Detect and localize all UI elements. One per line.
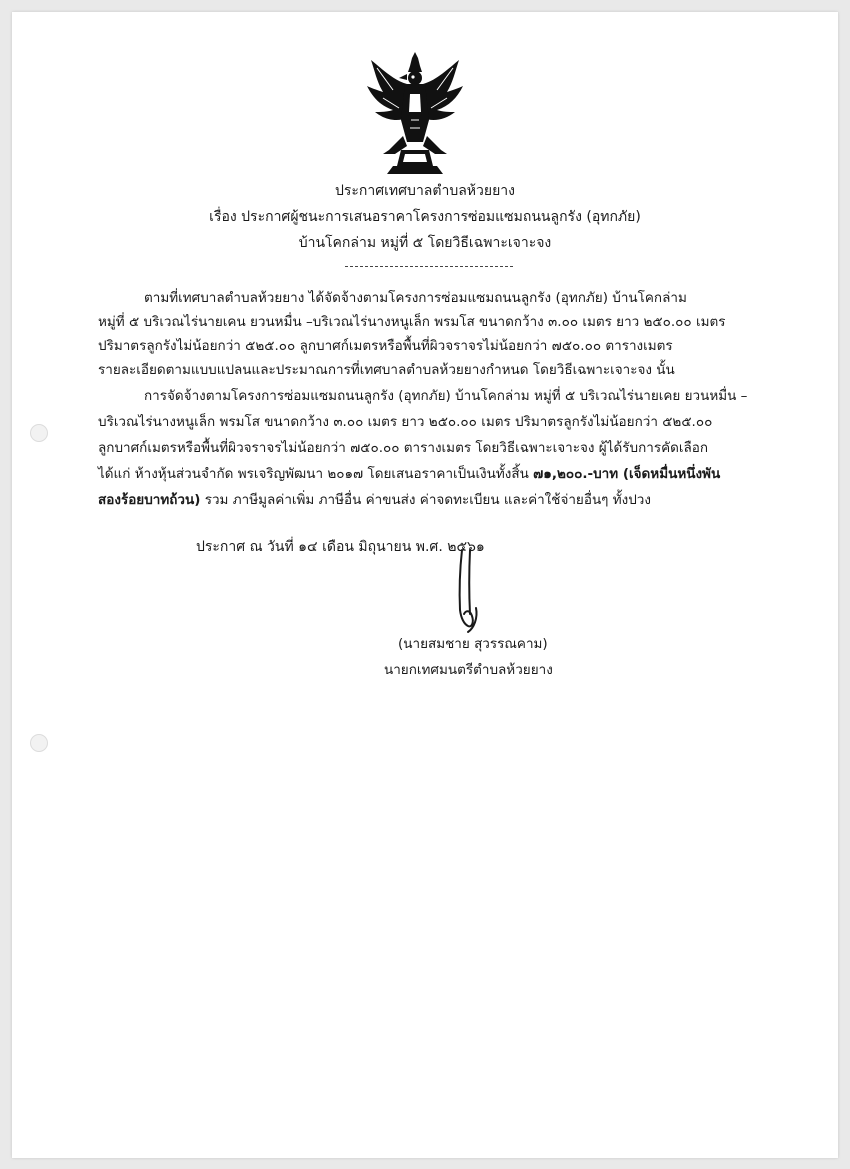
punch-hole (30, 424, 48, 442)
body-text: รวม ภาษีมูลค่าเพิ่ม ภาษีอื่น ค่าขนส่ง ค่าจดทะเบียน และค่าใช้จ่ายอื่นๆ ทั้งปวง (200, 492, 651, 508)
announce-date: ประกาศ ณ วันที่ ๑๔ เดือน มิถุนายน พ.ศ. ๒๕๖๑ (196, 539, 485, 555)
body-line: บริเวณไร่นางหนูเล็ก พรมโส ขนาดกว้าง ๓.๐๐ เมตร ยาว ๒๕๐.๐๐ เมตร ปริมาตรลูกรังไม่น้อยกว่า ๕๒๕.๐๐ (98, 414, 713, 430)
announcement-subject: เรื่อง ประกาศผู้ชนะการเสนอราคาโครงการซ่อมแซมถนนลูกรัง (อุทกภัย) (209, 209, 641, 225)
body-line: ลูกบาศก์เมตรหรือพื้นที่ผิวจราจรไม่น้อยกว่า ๗๕๐.๐๐ ตารางเมตร โดยวิธีเฉพาะเจาะจง ผู้ได้รับการคัดเลือก (98, 440, 709, 456)
body-line (98, 462, 720, 484)
garuda-emblem (363, 50, 467, 176)
contract-amount: ๗๑,๒๐๐.-บาท (เจ็ดหมื่นหนึ่งพัน (533, 466, 721, 482)
signatory-position: นายกเทศมนตรีตำบลห้วยยาง (384, 662, 553, 678)
body-line: การจัดจ้างตามโครงการซ่อมแซมถนนลูกรัง (อุทกภัย) บ้านโคกล่าม หมู่ที่ ๕ บริเวณไร่นายเคย ยวนหมื่น – (144, 388, 748, 404)
contract-amount-words: สองร้อยบาทถ้วน) (98, 492, 201, 508)
announcement-subject-cont: บ้านโคกล่าม หมู่ที่ ๕ โดยวิธีเฉพาะเจาะจง (298, 235, 552, 251)
punch-hole (30, 734, 48, 752)
header-separator (345, 266, 513, 267)
announcement-title: ประกาศเทศบาลตำบลห้วยยาง (335, 183, 515, 199)
body-text: ได้แก่ ห้างหุ้นส่วนจำกัด พรเจริญพัฒนา ๒๐๑๗ โดยเสนอราคาเป็นเงินทั้งสิ้น (98, 466, 534, 482)
handwritten-signature (442, 548, 492, 636)
signatory-name: (นายสมชาย สุวรรณคาม) (398, 636, 548, 652)
body-line: ตามที่เทศบาลตำบลห้วยยาง ได้จัดจ้างตามโครงการซ่อมแซมถนนลูกรัง (อุทกภัย) บ้านโคกล่าม (144, 290, 687, 306)
body-line: ปริมาตรลูกรังไม่น้อยกว่า ๕๒๕.๐๐ ลูกบาศก์เมตรหรือพื้นที่ผิวจราจรไม่น้อยกว่า ๗๕๐.๐๐ ตารางเมตร (98, 338, 673, 354)
body-line: หมู่ที่ ๕ บริเวณไร่นายเคน ยวนหมื่น –บริเวณไร่นางหนูเล็ก พรมโส ขนาดกว้าง ๓.๐๐ เมตร ยาว ๒๕๐.๐๐ เมตร (98, 314, 726, 330)
body-line: รายละเอียดตามแบบแปลนและประมาณการที่เทศบาลตำบลห้วยยางกำหนด โดยวิธีเฉพาะเจาะจง นั้น (98, 362, 675, 378)
body-line (98, 488, 651, 510)
